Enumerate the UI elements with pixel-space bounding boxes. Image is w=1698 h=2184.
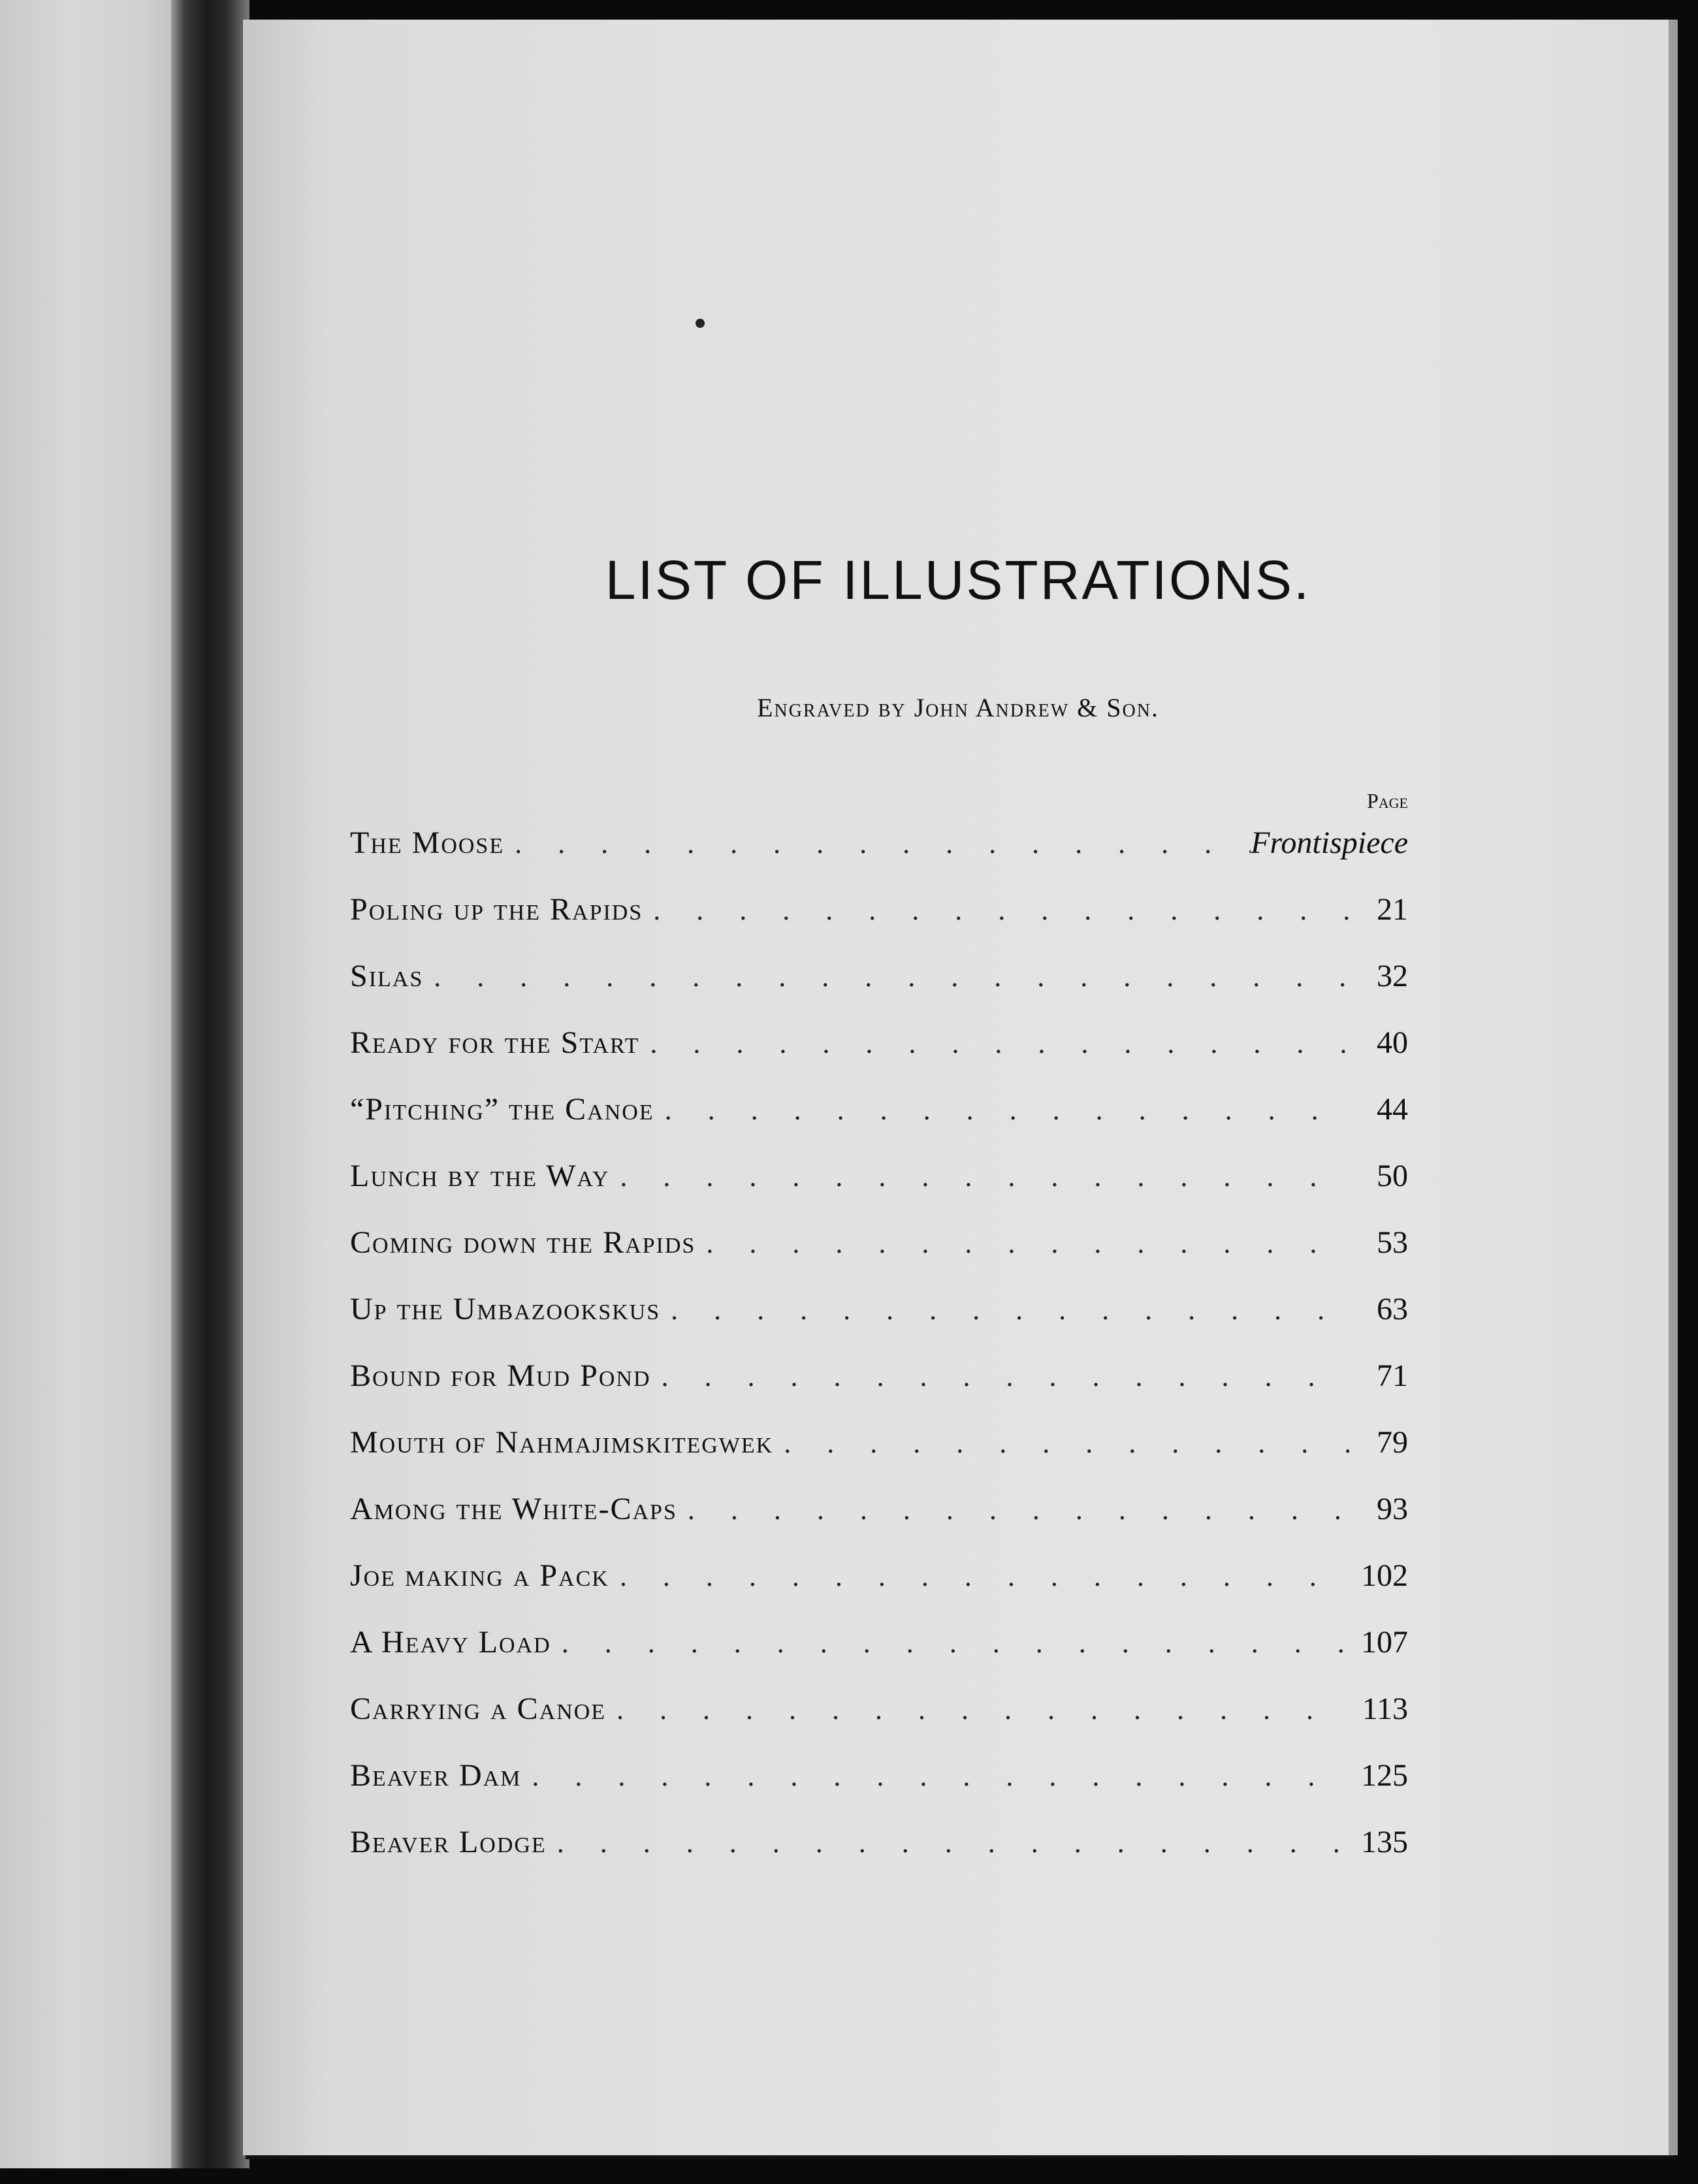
dot-leader bbox=[696, 1210, 1349, 1277]
illustration-title: Beaver Dam bbox=[350, 1758, 522, 1793]
illustration-page: 125 bbox=[1361, 1758, 1408, 1793]
list-item bbox=[350, 1609, 1408, 1676]
dot-leader bbox=[521, 1743, 1349, 1810]
illustrations-list bbox=[350, 810, 1408, 1876]
dot-leader bbox=[773, 1410, 1349, 1477]
dot-leader bbox=[609, 1144, 1349, 1210]
illustration-title: “Pitching” the Canoe bbox=[350, 1092, 654, 1127]
illustration-title: The Moose bbox=[350, 826, 505, 860]
illustration-title: Beaver Lodge bbox=[350, 1825, 547, 1859]
illustration-title: Up the Umbazookskus bbox=[350, 1292, 661, 1326]
illustration-title: A Heavy Load bbox=[350, 1625, 551, 1660]
illustration-page: 79 bbox=[1377, 1425, 1408, 1460]
illustration-page: 102 bbox=[1361, 1558, 1408, 1593]
illustration-title: Among the White-Caps bbox=[350, 1492, 677, 1526]
page-column-header: Page bbox=[1366, 789, 1408, 812]
list-item bbox=[350, 1809, 1408, 1876]
list-item bbox=[350, 1210, 1408, 1276]
dot-leader bbox=[639, 1010, 1349, 1077]
dot-leader bbox=[423, 944, 1349, 1010]
list-item bbox=[350, 943, 1408, 1010]
list-item bbox=[350, 1543, 1408, 1609]
illustration-page: 135 bbox=[1361, 1825, 1408, 1859]
illustration-title: Carrying a Canoe bbox=[350, 1692, 607, 1726]
dot-leader bbox=[547, 1810, 1349, 1876]
list-item bbox=[350, 1276, 1408, 1343]
list-item bbox=[350, 1409, 1408, 1476]
list-item bbox=[350, 1143, 1408, 1210]
illustration-page: 107 bbox=[1361, 1625, 1408, 1660]
illustration-title: Ready for the Start bbox=[350, 1025, 640, 1060]
page-title: LIST OF ILLUSTRATIONS. bbox=[605, 549, 1311, 611]
list-item bbox=[350, 1010, 1408, 1076]
illustration-title: Coming down the Rapids bbox=[350, 1225, 696, 1260]
illustration-title: Joe making a Pack bbox=[350, 1558, 609, 1593]
list-item bbox=[350, 1343, 1408, 1409]
illustration-page: 93 bbox=[1377, 1492, 1408, 1526]
list-item bbox=[350, 1676, 1408, 1742]
list-item bbox=[350, 876, 1408, 943]
dot-leader bbox=[651, 1343, 1349, 1410]
page-right-edge bbox=[1669, 20, 1678, 2155]
illustration-page: 44 bbox=[1377, 1092, 1408, 1127]
dot-leader bbox=[660, 1277, 1349, 1343]
illustration-page: 53 bbox=[1377, 1225, 1408, 1260]
illustration-page: 21 bbox=[1377, 892, 1408, 927]
illustration-page: 71 bbox=[1377, 1358, 1408, 1393]
dot-leader bbox=[504, 811, 1251, 877]
illustration-page: Frontispiece bbox=[1251, 826, 1408, 860]
left-page-edge bbox=[0, 0, 183, 2168]
dot-leader bbox=[654, 1077, 1349, 1144]
dot-leader bbox=[677, 1477, 1349, 1543]
illustration-title: Poling up the Rapids bbox=[350, 892, 643, 927]
illustration-page: 50 bbox=[1377, 1159, 1408, 1193]
illustration-title: Mouth of Nahmajimskitegwek bbox=[350, 1425, 774, 1460]
illustration-page: 40 bbox=[1377, 1025, 1408, 1060]
list-item bbox=[350, 1076, 1408, 1143]
book-gutter bbox=[171, 0, 249, 2168]
list-item bbox=[350, 810, 1408, 876]
illustration-page: 32 bbox=[1377, 959, 1408, 993]
dot-leader bbox=[551, 1610, 1349, 1677]
list-item bbox=[350, 1476, 1408, 1543]
illustration-page: 113 bbox=[1362, 1692, 1408, 1726]
engraver-credit: Engraved by John Andrew & Son. bbox=[757, 693, 1159, 722]
dot-leader bbox=[643, 877, 1349, 944]
illustration-title: Lunch by the Way bbox=[350, 1159, 610, 1193]
list-item bbox=[350, 1742, 1408, 1809]
illustration-title: Silas bbox=[350, 959, 424, 993]
dot-leader bbox=[606, 1677, 1349, 1743]
illustration-title: Bound for Mud Pond bbox=[350, 1358, 651, 1393]
dot-leader bbox=[609, 1543, 1349, 1610]
ink-speck bbox=[696, 319, 705, 328]
illustration-page: 63 bbox=[1377, 1292, 1408, 1326]
